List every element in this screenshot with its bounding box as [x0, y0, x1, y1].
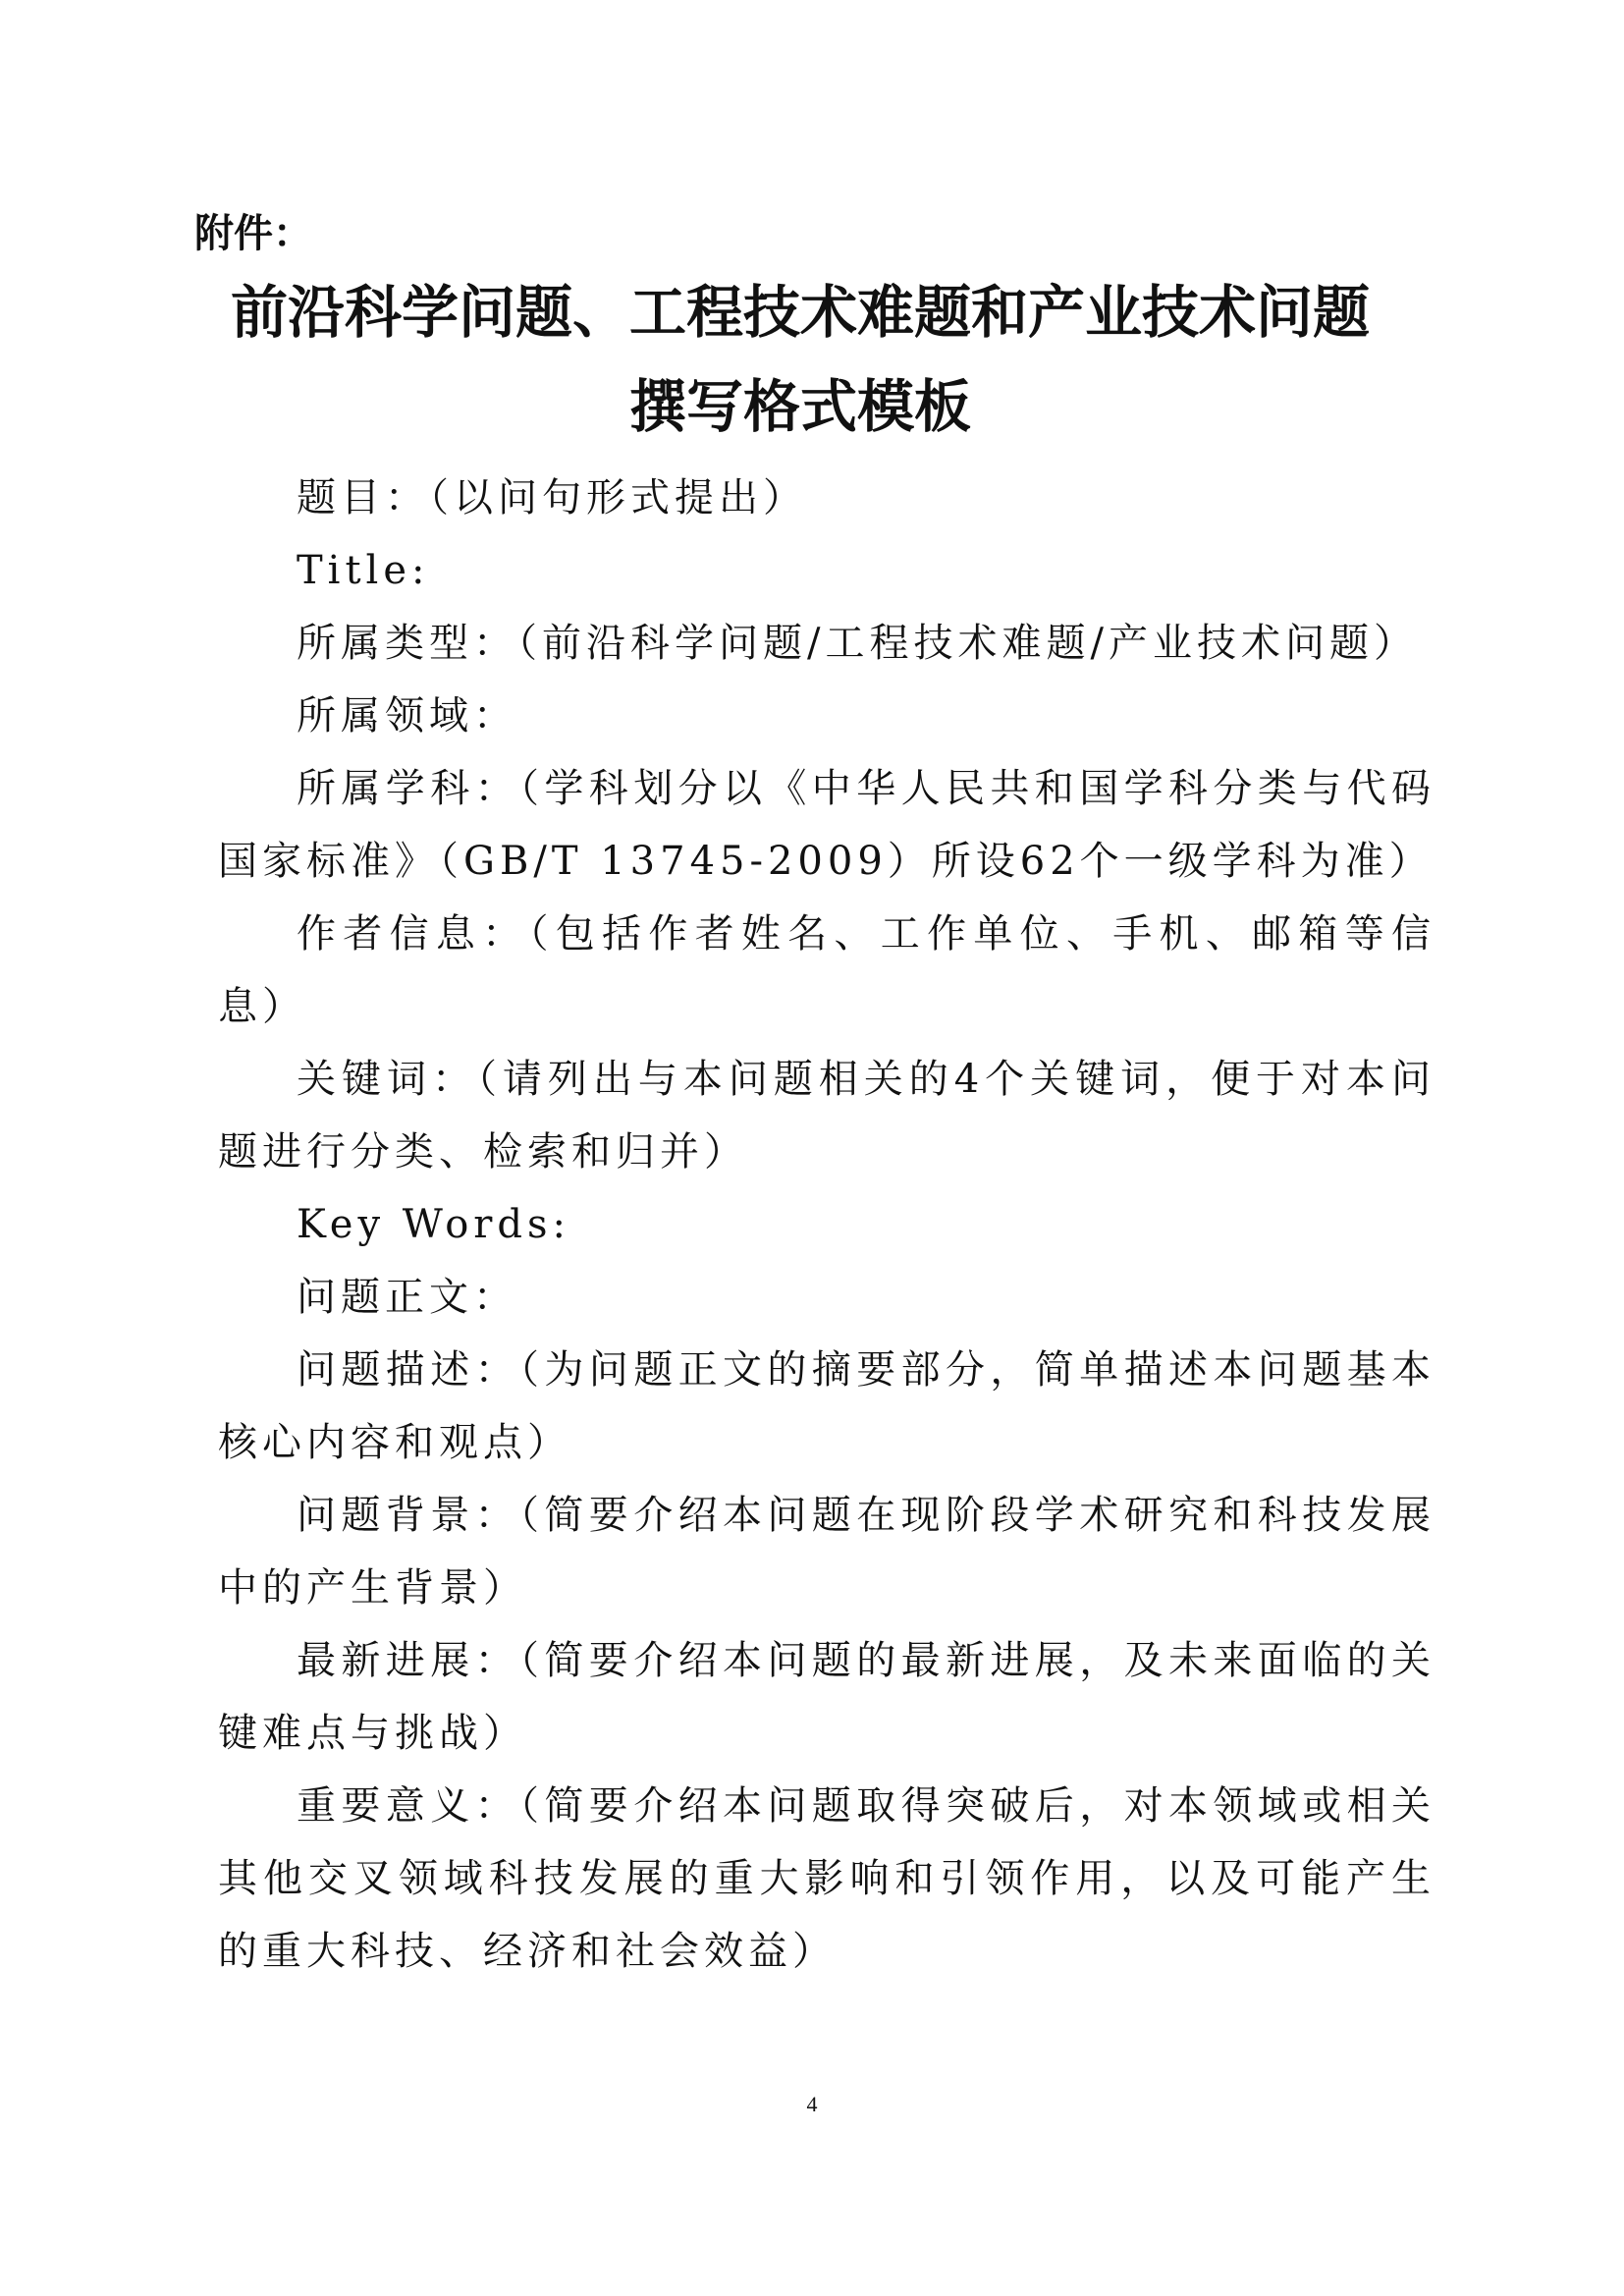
field-keywords-cn	[218, 1043, 1435, 1188]
field-label: 问题正文：	[297, 1275, 517, 1320]
field-label: 最新进展：	[297, 1638, 519, 1683]
field-label: 作者信息：	[297, 911, 529, 957]
field-problem-background	[218, 1479, 1435, 1624]
field-hint: （前沿科学问题/工程技术难题/产业技术问题）	[517, 621, 1418, 666]
field-hint: （为问题正文的摘要部分，简单描述本问题基本核心内容和观点）	[218, 1347, 1435, 1465]
field-label: 问题描述：	[297, 1347, 519, 1393]
field-hint: （简要介绍本问题在现阶段学术研究和科技发展中的产生背景）	[218, 1493, 1435, 1611]
field-type	[218, 607, 1435, 680]
field-hint: （以问句形式提出）	[429, 475, 807, 520]
field-hint: （简要介绍本问题的最新进展，及未来面临的关键难点与挑战）	[218, 1638, 1435, 1756]
field-hint: （简要介绍本问题取得突破后，对本领域或相关其他交叉领域科技发展的重大影响和引领作用，以及可能产生的重大科技、经济和社会效益）	[218, 1783, 1435, 1974]
field-keywords-en	[218, 1188, 1435, 1261]
document-title-line-1: 前沿科学问题、工程技术难题和产业技术问题	[230, 279, 1370, 346]
field-domain	[218, 680, 1435, 752]
field-label: 关键词：	[297, 1057, 477, 1102]
page-number: 4	[806, 2092, 818, 2116]
attachment-label: 附件：	[194, 211, 312, 256]
field-label: 题目：	[297, 475, 429, 520]
field-label: 问题背景：	[297, 1493, 519, 1538]
field-title-en	[218, 534, 1435, 607]
field-latest-progress	[218, 1624, 1435, 1770]
field-label: 所属领域：	[297, 693, 517, 738]
field-label: 所属类型：	[297, 621, 517, 666]
field-author-info	[218, 898, 1435, 1043]
document-title-line-2: 撰写格式模板	[628, 373, 971, 440]
field-label: 所属学科：	[297, 766, 519, 811]
field-problem-description	[218, 1334, 1435, 1479]
field-discipline	[218, 752, 1435, 898]
field-label: 重要意义：	[297, 1783, 519, 1829]
template-body	[218, 462, 1435, 1988]
field-hint: （学科划分以《中华人民共和国学科分类与代码国家标准》（GB/T 13745-2009）所设62个一级学科为准）	[218, 766, 1435, 884]
field-hint: （包括作者姓名、工作单位、手机、邮箱等信息）	[218, 911, 1436, 1029]
field-label: Title:	[297, 548, 430, 593]
field-label: Key Words:	[297, 1202, 571, 1247]
field-problem-body	[218, 1261, 1435, 1334]
field-title-cn	[218, 462, 1435, 534]
field-hint: （请列出与本问题相关的4个关键词，便于对本问题进行分类、检索和归并）	[218, 1057, 1436, 1175]
field-significance	[218, 1770, 1435, 1988]
